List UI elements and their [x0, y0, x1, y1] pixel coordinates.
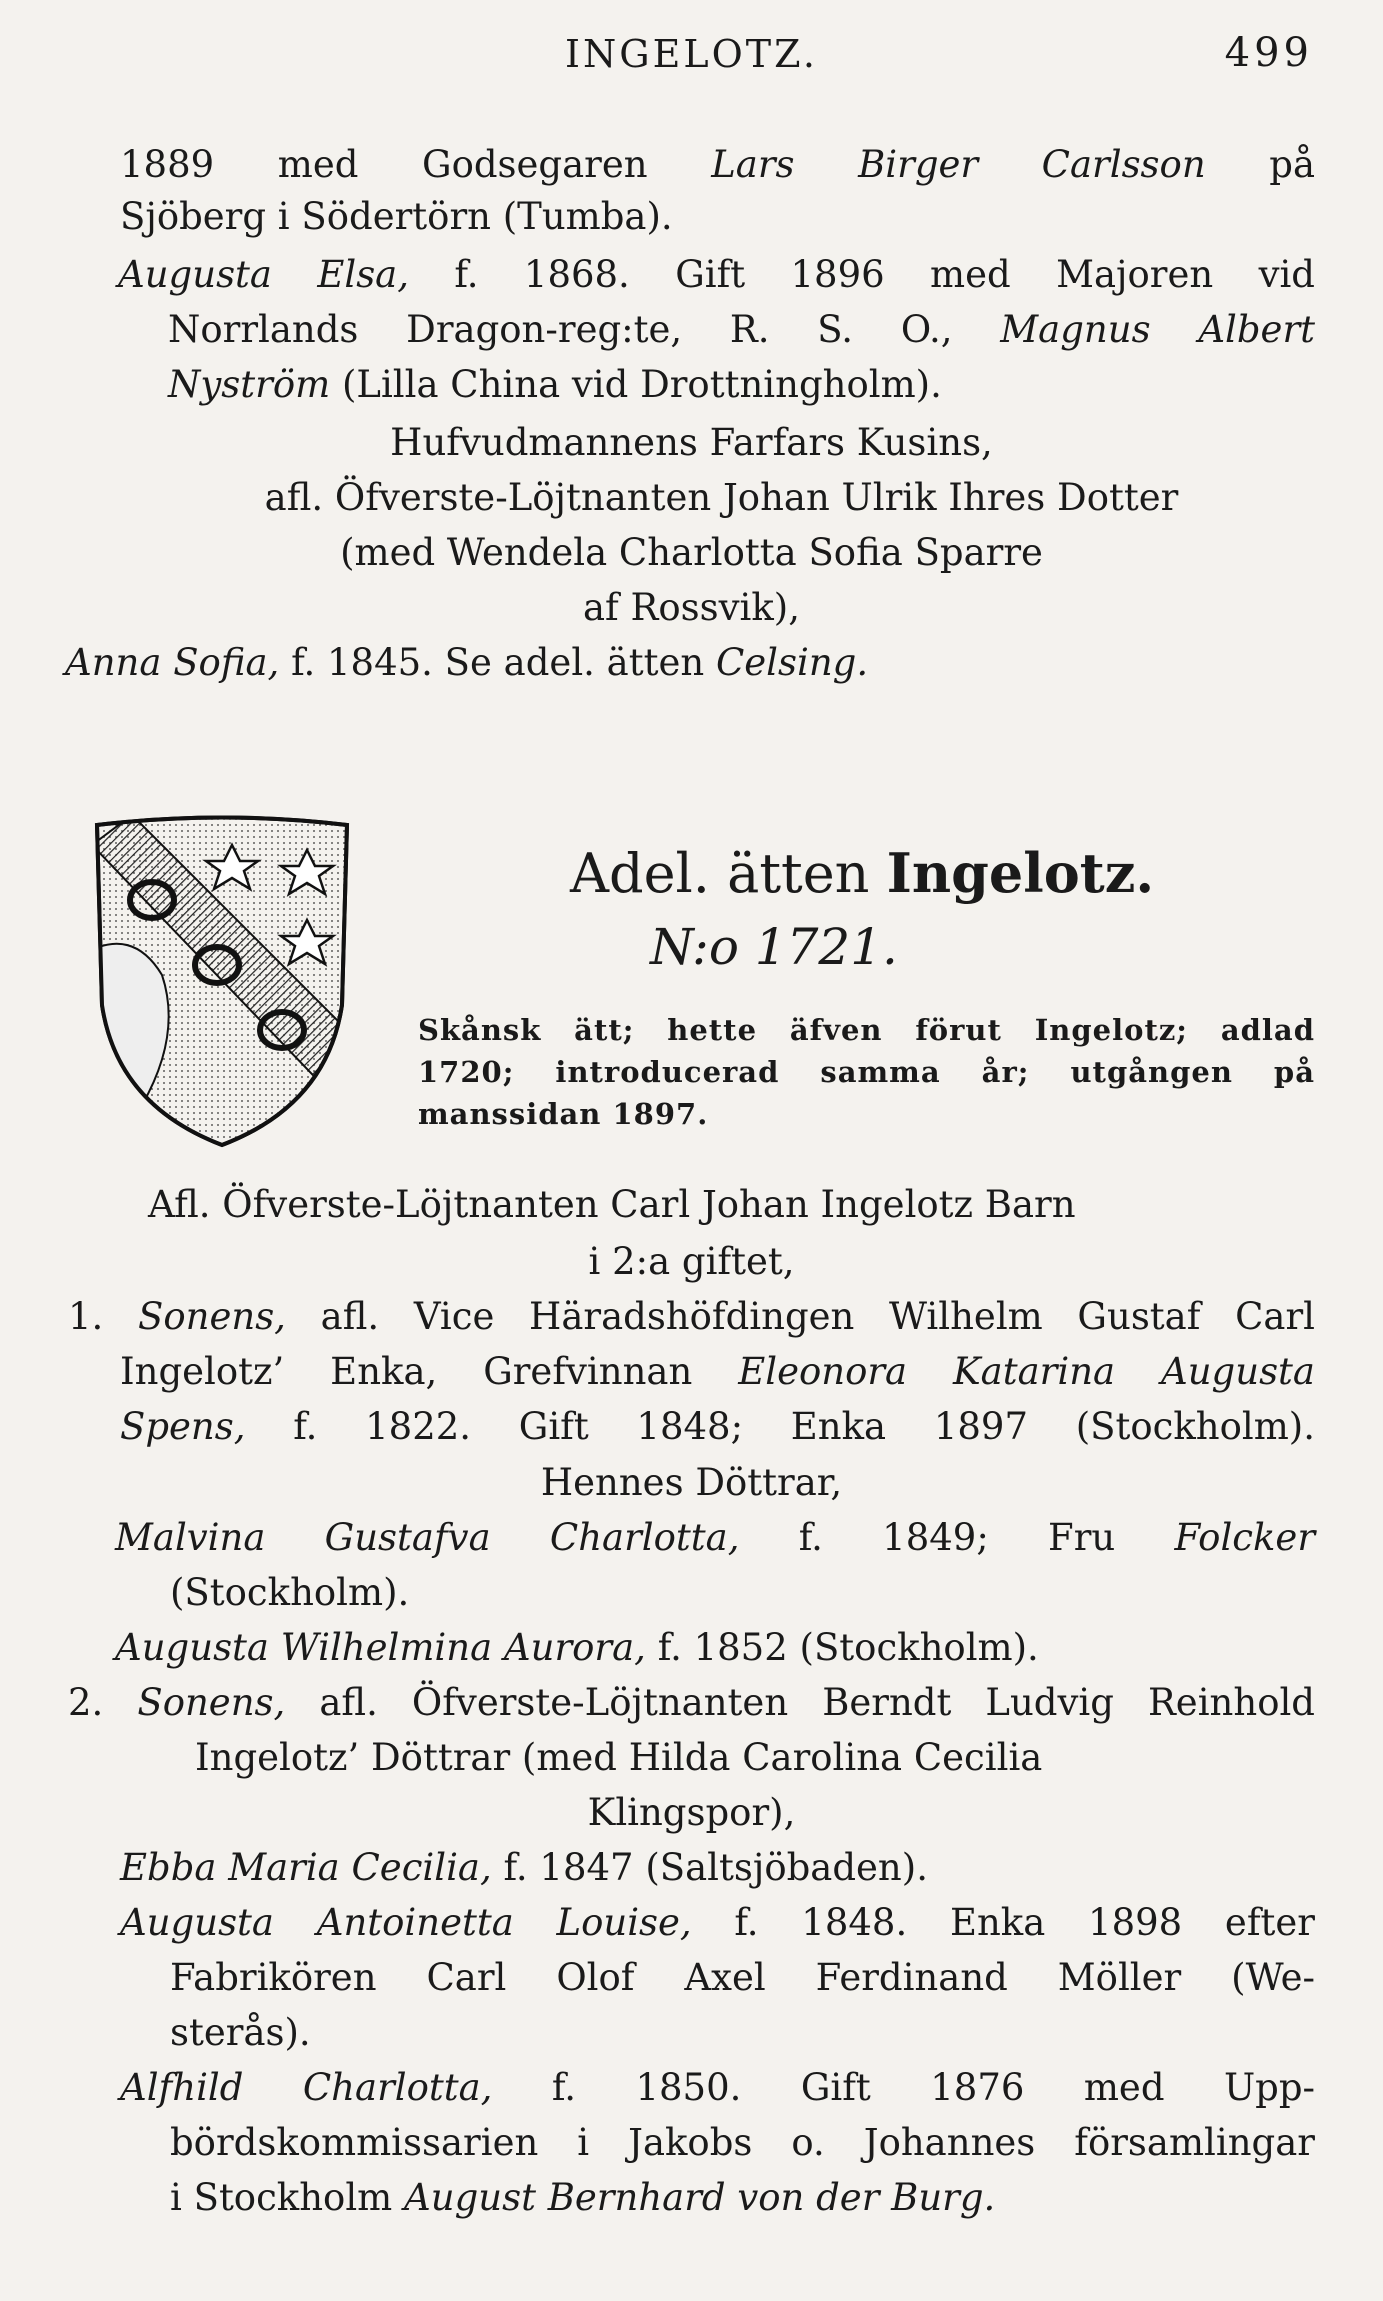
entry-line: Spens, f. 1822. Gift 1848; Enka 1897 (Stockholm). — [120, 1405, 1316, 1448]
entry-line: Augusta Wilhelmina Aurora, f. 1852 (Stockholm). — [115, 1626, 1039, 1669]
entry-line: sterås). — [170, 2011, 311, 2054]
family-description: 1720; introducerad samma år; utgången på — [418, 1055, 1315, 1089]
entry-line: (Stockholm). — [170, 1571, 410, 1614]
entry-line: Ingelotz’ Enka, Grefvinnan Eleonora Katarina Augusta — [120, 1350, 1315, 1393]
page-number: 499 — [1224, 30, 1313, 76]
text-line: Norrlands Dragon-reg:te, R. S. O., Magnus Albert — [168, 308, 1316, 351]
entry-line: Alfhild Charlotta, f. 1850. Gift 1876 med Upp- — [120, 2066, 1316, 2109]
family-number: N:o 1721. — [650, 918, 898, 976]
entry-line: Ingelotz’ Döttrar (med Hilda Carolina Cecilia — [195, 1736, 1043, 1779]
text-line: Sjöberg i Södertörn (Tumba). — [120, 195, 673, 238]
text-line: 1889 med Godsegaren Lars Birger Carlsson på — [120, 143, 1316, 186]
text-line: (med Wendela Charlotta Sofia Sparre — [340, 531, 1043, 574]
entry-line: i Stockholm August Bernhard von der Burg. — [170, 2176, 996, 2219]
coat-of-arms-shield-icon — [72, 805, 372, 1155]
text-line: afl. Öfverste-Löjtnanten Johan Ulrik Ihres Dotter — [264, 476, 1179, 519]
entry-line: Ebba Maria Cecilia, f. 1847 (Saltsjöbaden). — [120, 1846, 928, 1889]
entry-line: bördskommissarien i Jakobs o. Johannes församlingar — [170, 2121, 1315, 2164]
entry-line: Klingspor), — [587, 1791, 796, 1834]
entry-line: Augusta Antoinetta Louise, f. 1848. Enka 1898 efter — [120, 1901, 1315, 1944]
entry-line: Malvina Gustafva Charlotta, f. 1849; Fru Folcker — [115, 1516, 1316, 1559]
section-heading: Hufvudmannens Farfars Kusins, — [390, 421, 993, 464]
text-line: Anna Sofia, f. 1845. Se adel. ätten Celsing. — [65, 641, 869, 684]
entry-line: Fabrikören Carl Olof Axel Ferdinand Möller (We- — [170, 1956, 1315, 1999]
text-line: Augusta Elsa, f. 1868. Gift 1896 med Majoren vid — [118, 253, 1315, 296]
text-line: Afl. Öfverste-Löjtnanten Carl Johan Ingelotz Barn — [148, 1183, 1076, 1226]
text-line: i 2:a giftet, — [588, 1240, 795, 1283]
family-description: Skånsk ätt; hette äfven förut Ingelotz; adlad — [418, 1013, 1315, 1047]
section-heading: Hennes Döttrar, — [540, 1461, 843, 1504]
family-title: Adel. ätten Ingelotz. — [570, 841, 1155, 905]
text-line: Nyström (Lilla China vid Drottningholm). — [168, 363, 942, 406]
family-description: manssidan 1897. — [418, 1097, 709, 1131]
entry-line: 1. Sonens, afl. Vice Häradshöfdingen Wilhelm Gustaf Carl — [68, 1295, 1316, 1338]
running-header: INGELOTZ. — [565, 32, 818, 76]
entry-line: 2. Sonens, afl. Öfverste-Löjtnanten Berndt Ludvig Reinhold — [68, 1681, 1315, 1724]
text-line: af Rossvik), — [583, 586, 800, 629]
